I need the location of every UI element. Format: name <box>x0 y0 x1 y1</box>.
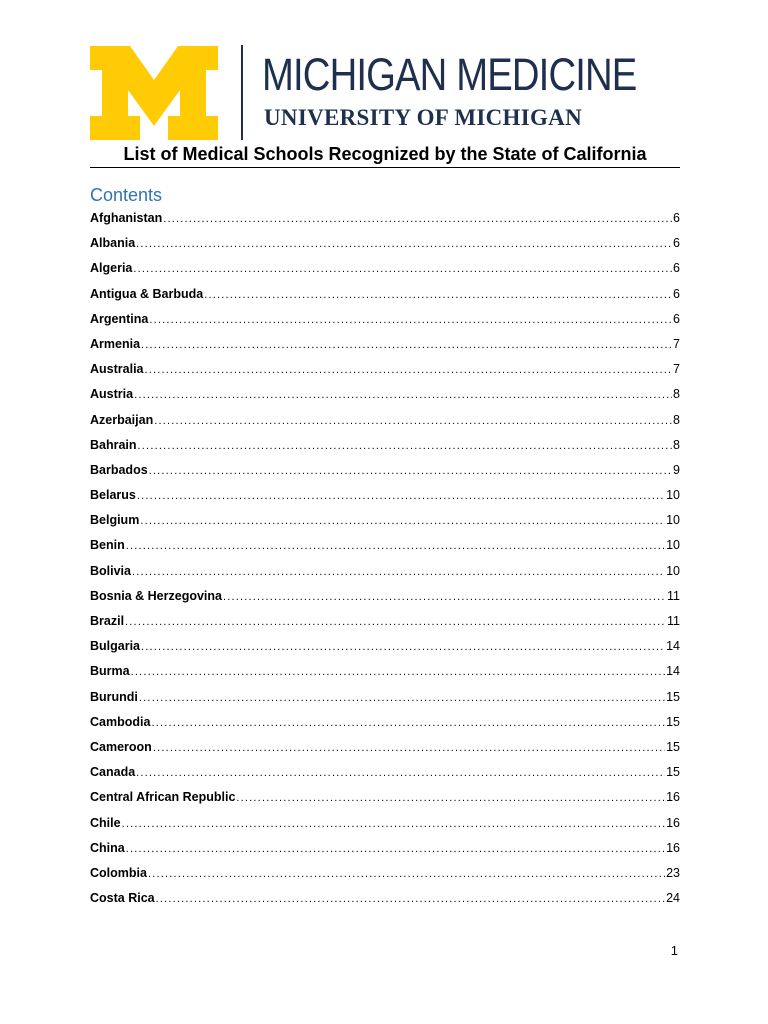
toc-entry-label[interactable]: Brazil <box>90 614 125 628</box>
toc-entry-page[interactable]: 8 <box>673 387 680 402</box>
toc-entry[interactable] <box>90 559 680 584</box>
toc-entry[interactable] <box>90 861 680 886</box>
toc-entry-page[interactable]: 6 <box>673 311 680 326</box>
toc-entry-page[interactable]: 6 <box>673 211 680 225</box>
toc-entry-label[interactable]: Central African Republic <box>90 790 236 805</box>
toc-dot-leader <box>122 812 666 837</box>
toc-dot-leader <box>131 660 666 685</box>
toc-dot-leader <box>236 786 665 811</box>
title-underline <box>90 167 680 168</box>
toc-dot-leader <box>149 308 672 333</box>
toc-entry-page[interactable]: 6 <box>673 261 680 276</box>
toc-entry[interactable] <box>90 836 680 861</box>
toc-entry-label[interactable]: China <box>90 840 125 855</box>
brand-subtitle: UNIVERSITY OF MICHIGAN <box>264 105 582 130</box>
toc-entry[interactable] <box>90 685 680 710</box>
toc-entry-label[interactable]: Azerbaijan <box>90 412 154 427</box>
toc-entry-label[interactable]: Burundi <box>90 689 138 704</box>
toc-entry-page[interactable]: 23 <box>666 865 680 880</box>
toc-entry[interactable] <box>90 634 680 659</box>
toc-entry-label[interactable]: Belarus <box>90 488 136 503</box>
toc-entry-label[interactable]: Costa Rica <box>90 891 155 906</box>
toc-entry-label[interactable]: Afghanistan <box>90 211 163 225</box>
toc-entry[interactable] <box>90 760 680 785</box>
toc-entry-page[interactable]: 11 <box>667 614 680 628</box>
toc-dot-leader <box>141 333 672 358</box>
toc-entry[interactable] <box>90 382 680 407</box>
toc-entry-page[interactable]: 10 <box>666 513 680 528</box>
toc-entry[interactable] <box>90 206 680 231</box>
toc-entry-page[interactable]: 16 <box>666 840 680 855</box>
toc-entry-label[interactable]: Cameroon <box>90 739 152 754</box>
toc-entry[interactable] <box>90 811 680 836</box>
toc-entry-label[interactable]: Algeria <box>90 261 133 276</box>
toc-dot-leader <box>148 862 665 887</box>
toc-entry-label[interactable]: Barbados <box>90 462 148 477</box>
toc-entry-page[interactable]: 16 <box>666 790 680 805</box>
toc-entry-page[interactable]: 10 <box>666 563 680 578</box>
toc-dot-leader <box>163 207 672 232</box>
toc-entry-page[interactable]: 10 <box>666 538 680 553</box>
toc-entry-page[interactable]: 9 <box>673 462 680 477</box>
toc-dot-leader <box>141 635 665 660</box>
toc-entry[interactable] <box>90 433 680 458</box>
toc-entry[interactable] <box>90 735 680 760</box>
toc-entry-label[interactable]: Benin <box>90 538 125 553</box>
toc-entry-label[interactable]: Burma <box>90 664 130 679</box>
toc-dot-leader <box>140 509 665 534</box>
toc-entry-label[interactable]: Bosnia & Herzegovina <box>90 588 222 603</box>
toc-entry-label[interactable]: Bolivia <box>90 563 131 578</box>
toc-entry-label[interactable]: Austria <box>90 387 134 402</box>
toc-entry-label[interactable]: Belgium <box>90 513 140 528</box>
toc-dot-leader <box>153 736 665 761</box>
toc-entry-label[interactable]: Bulgaria <box>90 639 141 654</box>
toc-dot-leader <box>223 585 666 610</box>
toc-dot-leader <box>145 358 673 383</box>
table-of-contents <box>90 206 680 911</box>
brand-name: MICHIGAN MEDICINE <box>262 49 637 100</box>
toc-entry-page[interactable]: 14 <box>666 639 680 654</box>
document-title: List of Medical Schools Recognized by the State of California <box>123 144 647 164</box>
toc-entry-page[interactable]: 6 <box>673 236 680 251</box>
toc-entry[interactable] <box>90 483 680 508</box>
toc-entry-label[interactable]: Bahrain <box>90 437 137 452</box>
toc-dot-leader <box>137 484 665 509</box>
toc-entry-label[interactable]: Australia <box>90 362 144 377</box>
toc-dot-leader <box>136 761 665 786</box>
toc-entry-label[interactable]: Colombia <box>90 865 147 880</box>
block-m-logo-icon <box>90 46 218 140</box>
toc-entry[interactable] <box>90 231 680 256</box>
toc-dot-leader <box>138 434 673 459</box>
toc-dot-leader <box>156 887 665 912</box>
toc-entry[interactable] <box>90 785 680 810</box>
toc-entry-label[interactable]: Albania <box>90 236 136 251</box>
toc-entry-page[interactable]: 24 <box>666 891 680 906</box>
toc-entry-label[interactable]: Argentina <box>90 311 149 326</box>
toc-dot-leader <box>133 257 672 282</box>
toc-entry[interactable] <box>90 282 680 307</box>
toc-dot-leader <box>134 383 672 408</box>
toc-entry-page[interactable]: 8 <box>673 412 680 427</box>
toc-dot-leader <box>139 686 665 711</box>
toc-dot-leader <box>136 232 672 257</box>
toc-entry-page[interactable]: 8 <box>673 437 680 452</box>
toc-entry-page[interactable]: 15 <box>666 765 680 780</box>
page-number: 1 <box>670 943 678 958</box>
toc-entry-page[interactable]: 10 <box>666 488 680 503</box>
toc-entry[interactable] <box>90 256 680 281</box>
toc-entry[interactable] <box>90 458 680 483</box>
toc-entry-page[interactable]: 15 <box>666 689 680 704</box>
toc-entry-label[interactable]: Canada <box>90 765 136 780</box>
toc-entry[interactable] <box>90 584 680 609</box>
toc-dot-leader <box>132 560 665 585</box>
toc-entry-label[interactable]: Armenia <box>90 336 141 351</box>
toc-entry[interactable] <box>90 886 680 911</box>
toc-entry-label[interactable]: Chile <box>90 815 121 830</box>
toc-entry-page[interactable]: 6 <box>673 286 680 301</box>
toc-dot-leader <box>204 283 672 308</box>
toc-entry-label[interactable]: Antigua & Barbuda <box>90 286 204 301</box>
toc-dot-leader <box>154 409 672 434</box>
toc-entry[interactable] <box>90 357 680 382</box>
contents-heading: Contents <box>90 185 163 205</box>
toc-entry-page[interactable]: 14 <box>666 664 680 679</box>
toc-dot-leader <box>125 610 666 635</box>
toc-entry[interactable] <box>90 533 680 558</box>
toc-entry[interactable] <box>90 408 680 433</box>
toc-entry[interactable] <box>90 508 680 533</box>
toc-entry-page[interactable]: 15 <box>666 714 680 729</box>
toc-dot-leader <box>126 837 665 862</box>
toc-entry-page[interactable]: 15 <box>666 739 680 754</box>
toc-entry[interactable] <box>90 659 680 684</box>
toc-entry[interactable] <box>90 710 680 735</box>
toc-entry-page[interactable]: 7 <box>673 362 680 377</box>
toc-entry-page[interactable]: 7 <box>673 336 680 351</box>
toc-entry-label[interactable]: Cambodia <box>90 714 151 729</box>
header-divider <box>241 45 243 140</box>
toc-entry[interactable] <box>90 609 680 634</box>
toc-dot-leader <box>151 711 665 736</box>
toc-entry[interactable] <box>90 332 680 357</box>
toc-dot-leader <box>149 459 672 484</box>
toc-entry-page[interactable]: 16 <box>666 815 680 830</box>
toc-entry[interactable] <box>90 307 680 332</box>
toc-dot-leader <box>126 534 665 559</box>
toc-entry-page[interactable]: 11 <box>667 588 680 603</box>
